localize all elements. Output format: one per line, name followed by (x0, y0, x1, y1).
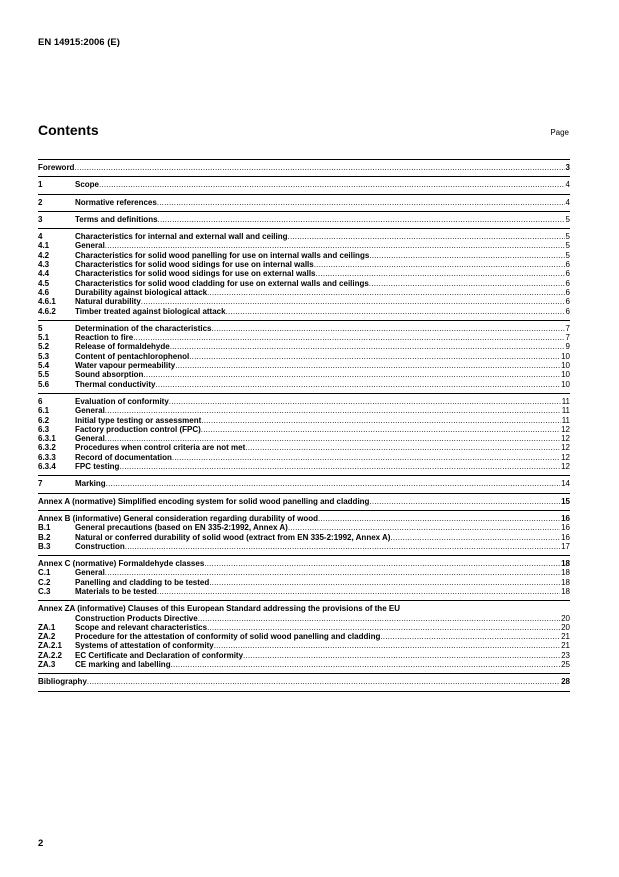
toc-entry-page: 16 (561, 532, 570, 542)
toc-leader-dots (125, 542, 560, 551)
toc-group (38, 393, 570, 475)
toc-entry-page: 12 (561, 443, 570, 453)
toc-entry-number: 6.3.2 (38, 443, 56, 453)
toc-leader-dots (133, 333, 564, 342)
toc-entry-title: Characteristics for solid wood sidings for use on internal walls (75, 260, 314, 270)
toc-entry-page: 10 (561, 361, 570, 371)
toc-entry[interactable] (38, 462, 570, 471)
toc-entry-page: 15 (561, 496, 570, 506)
toc-entry-page: 23 (561, 650, 570, 660)
toc-entry-title: Annex C (normative) Formaldehyde classes (38, 559, 205, 569)
toc-entry-number: 5.2 (38, 342, 50, 352)
toc-leader-dots (207, 623, 560, 632)
toc-leader-dots (226, 307, 565, 316)
toc-group (38, 493, 570, 510)
toc-entry-title: Evaluation of conformity (75, 396, 169, 406)
toc-entry[interactable] (38, 443, 570, 452)
toc-entry-page: 12 (561, 424, 570, 434)
toc-group (38, 510, 570, 555)
toc-entry-number: ZA.2 (38, 632, 56, 642)
toc-leader-dots (175, 361, 560, 370)
toc-entry-page: 10 (561, 351, 570, 361)
toc-entry[interactable] (38, 587, 570, 596)
toc-entry[interactable] (38, 641, 570, 650)
toc-entry-page: 10 (561, 370, 570, 380)
toc-entry-page: 5 (565, 214, 570, 224)
toc-entry[interactable] (38, 651, 570, 660)
toc-entry[interactable] (38, 416, 570, 425)
toc-entry-page: 11 (561, 415, 570, 425)
toc-entry-page: 14 (561, 479, 570, 489)
toc-leader-dots (201, 425, 560, 434)
toc-entry-title: Procedures when control criteria are not met (75, 443, 246, 453)
toc-entry-number: 4 (38, 232, 43, 242)
toc-leader-dots (207, 288, 565, 297)
toc-entry-page: 12 (561, 462, 570, 472)
toc-entry-number: 6.3 (38, 424, 50, 434)
toc-entry-number: 5 (38, 323, 43, 333)
toc-entry-title: Construction Products Directive (75, 613, 198, 623)
toc-leader-dots (105, 406, 561, 415)
page-column-label: Page (550, 128, 569, 137)
toc-leader-dots (105, 434, 560, 443)
toc-leader-dots (316, 269, 565, 278)
toc-leader-dots (201, 416, 560, 425)
toc-entry-page: 21 (561, 632, 570, 642)
toc-entry-title: Water vapour permeability (75, 361, 176, 371)
toc-entry-number: ZA.2.2 (38, 650, 63, 660)
toc-entry-title: Durability against biological attack (75, 287, 208, 297)
toc-entry-page: 28 (561, 677, 570, 687)
toc-entry-number: ZA.1 (38, 622, 56, 632)
toc-entry-number: 6 (38, 396, 43, 406)
toc-entry-number: 4.5 (38, 278, 50, 288)
toc-entry[interactable] (38, 533, 570, 542)
toc-entry[interactable] (38, 479, 570, 488)
toc-group (38, 228, 570, 320)
toc-entry-title: Procedure for the attestation of conformity of solid wood panelling and cladding (75, 632, 381, 642)
toc-entry[interactable] (38, 406, 570, 415)
toc-leader-dots (198, 614, 560, 623)
toc-entry[interactable] (38, 542, 570, 551)
toc-leader-dots (318, 514, 560, 523)
toc-entry-title: General (75, 241, 105, 251)
toc-leader-dots (143, 370, 560, 379)
toc-entry-title: General (75, 568, 105, 578)
toc-group (38, 475, 570, 492)
toc-entry-title: Terms and definitions (75, 214, 158, 224)
toc-group (38, 673, 570, 690)
toc-entry-number: 6.3.1 (38, 434, 56, 444)
toc-entry-number: 1 (38, 180, 43, 190)
toc-entry-page: 18 (561, 559, 570, 569)
toc-leader-dots (171, 660, 561, 669)
toc-entry[interactable] (38, 232, 570, 241)
toc-leader-dots (157, 198, 565, 207)
toc-entry-number: ZA.2.1 (38, 641, 63, 651)
toc-entry[interactable] (38, 361, 570, 370)
toc-entry-title: Natural durability (75, 297, 141, 307)
toc-entry-number: B.2 (38, 532, 51, 542)
toc-group (38, 194, 570, 211)
toc-entry-page: 9 (565, 342, 570, 352)
toc-leader-dots (390, 533, 560, 542)
toc-entry-title: CE marking and labelling (75, 660, 171, 670)
toc-entry[interactable] (38, 434, 570, 443)
toc-entry-number: 6.3.4 (38, 462, 56, 472)
toc-entry-page: 12 (561, 452, 570, 462)
toc-entry-page: 3 (565, 163, 570, 172)
toc-entry-page: 20 (561, 613, 570, 623)
toc-entry-title: Annex B (informative) General consideration regarding durability of wood (38, 513, 319, 523)
toc-entry-number: C.3 (38, 586, 51, 596)
toc-entry-title: Sound absorption (75, 370, 144, 380)
toc-group (38, 600, 570, 673)
toc-entry[interactable] (38, 523, 570, 532)
toc-entry-page: 6 (565, 260, 570, 270)
toc-leader-dots (119, 462, 560, 471)
toc-entry-page: 5 (565, 250, 570, 260)
toc-entry-number: 4.6.1 (38, 297, 56, 307)
toc-entry[interactable] (38, 215, 570, 224)
toc-entry-page: 12 (561, 434, 570, 444)
toc-entry-title: Release of formaldehyde (75, 342, 170, 352)
toc-entry[interactable] (38, 514, 570, 523)
toc-entry[interactable] (38, 604, 570, 613)
toc-leader-dots (189, 352, 560, 361)
toc-entry-page: 25 (561, 660, 570, 670)
toc-entry-page: 17 (561, 541, 570, 551)
toc-entry-title: Materials to be tested (75, 586, 157, 596)
toc-entry-page: 20 (561, 622, 570, 632)
toc-entry-number: 6.3.3 (38, 452, 56, 462)
toc-entry-number: ZA.3 (38, 660, 56, 670)
toc-entry-number: 3 (38, 214, 43, 224)
toc-entry-page: 16 (561, 513, 570, 523)
toc-leader-dots (243, 651, 560, 660)
toc-leader-dots (214, 641, 560, 650)
toc-entry[interactable] (38, 163, 570, 172)
toc-entry[interactable] (38, 559, 570, 568)
toc-entry-title: Record of documentation (75, 452, 172, 462)
toc-entry[interactable] (38, 241, 570, 250)
toc-group (38, 211, 570, 228)
toc-entry[interactable] (38, 614, 570, 623)
toc-entry[interactable] (38, 260, 570, 269)
toc-entry-title: General (75, 406, 105, 416)
toc-group (38, 176, 570, 193)
toc-entry-page: 11 (561, 396, 570, 406)
toc-leader-dots (105, 568, 560, 577)
toc-entry[interactable] (38, 198, 570, 207)
toc-entry[interactable] (38, 333, 570, 342)
toc-leader-dots (204, 559, 560, 568)
toc-entry-title: Panelling and cladding to be tested (75, 577, 210, 587)
toc-entry-number: 5.5 (38, 370, 50, 380)
toc-entry-title: Characteristics for internal and external wall and ceiling (75, 232, 288, 242)
toc-entry-title: Factory production control (FPC) (75, 424, 201, 434)
toc-entry[interactable] (38, 568, 570, 577)
toc-entry-number: 6.1 (38, 406, 50, 416)
toc-entry-number: 4.3 (38, 260, 50, 270)
toc-leader-dots (172, 453, 560, 462)
toc-leader-dots (99, 180, 565, 189)
toc-entry-title: General (75, 434, 105, 444)
toc-entry-title: Determination of the characteristics (75, 323, 212, 333)
toc-entry-page: 18 (561, 568, 570, 578)
toc-entry-title: Annex ZA (informative) Clauses of this European Standard addressing the provisions of the EU (38, 604, 400, 614)
toc-leader-dots (369, 497, 560, 506)
toc-entry-number: 4.4 (38, 269, 50, 279)
toc-leader-dots (169, 397, 561, 406)
toc-entry[interactable] (38, 397, 570, 406)
toc-entry-title: Construction (75, 541, 125, 551)
toc-entry-number: 5.3 (38, 351, 50, 361)
toc-entry-title: Annex A (normative) Simplified encoding system for solid wood panelling and cladding (38, 496, 370, 506)
toc-leader-dots (209, 578, 560, 587)
toc-leader-dots (74, 163, 564, 172)
toc-entry[interactable] (38, 578, 570, 587)
toc-entry-title: General precautions (based on EN 335-2:1992, Annex A) (75, 523, 288, 533)
toc-entry-title: Natural or conferred durability of solid wood (extract from EN 335-2:1992, Annex A) (75, 532, 391, 542)
toc-entry-page: 6 (565, 269, 570, 279)
toc-entry[interactable] (38, 279, 570, 288)
toc-entry-page: 18 (561, 577, 570, 587)
toc-entry-title: Bibliography (38, 677, 87, 687)
toc-entry-page: 5 (565, 241, 570, 251)
toc-entry[interactable] (38, 180, 570, 189)
toc-entries (38, 159, 570, 692)
toc-entry[interactable] (38, 623, 570, 632)
toc-entry-title: Foreword (38, 163, 75, 172)
toc-group (38, 555, 570, 600)
toc-entry[interactable] (38, 251, 570, 260)
toc-leader-dots (87, 677, 560, 686)
toc-group (38, 320, 570, 393)
toc-entry-page: 6 (565, 306, 570, 316)
toc-entry[interactable] (38, 453, 570, 462)
toc-entry-title: Thermal conductivity (75, 379, 156, 389)
toc-entry-number: 5.4 (38, 361, 50, 371)
toc-entry[interactable] (38, 425, 570, 434)
toc-leader-dots (155, 380, 560, 389)
toc-entry[interactable] (38, 352, 570, 361)
toc-entry-page: 11 (561, 406, 570, 416)
toc-leader-dots (245, 443, 560, 452)
page-number: 2 (38, 838, 44, 849)
toc-entry-page: 16 (561, 523, 570, 533)
toc-entry-number: C.2 (38, 577, 51, 587)
toc-entry-page: 4 (565, 180, 570, 190)
toc-entry[interactable] (38, 677, 570, 686)
toc-leader-dots (105, 241, 565, 250)
toc-entry-title: FPC testing (75, 462, 120, 472)
toc-entry[interactable] (38, 288, 570, 297)
toc-entry-title: Initial type testing or assessment (75, 415, 202, 425)
toc-entry-number: 2 (38, 197, 43, 207)
toc-entry-number: 5.6 (38, 379, 50, 389)
toc-entry-title: Scope (75, 180, 100, 190)
toc-entry-title: Scope and relevant characteristics (75, 622, 208, 632)
toc-entry-page: 7 (565, 323, 570, 333)
toc-leader-dots (369, 279, 565, 288)
toc-entry-number: 6.2 (38, 415, 50, 425)
toc-entry[interactable] (38, 342, 570, 351)
document-header: EN 14915:2006 (E) (38, 37, 120, 48)
toc-leader-dots (141, 297, 565, 306)
toc-entry-number: 4.6 (38, 287, 50, 297)
toc-entry-page: 6 (565, 297, 570, 307)
toc-leader-dots (106, 479, 560, 488)
toc-entry-number: 4.1 (38, 241, 50, 251)
toc-leader-dots (314, 260, 565, 269)
toc-entry-number: B.1 (38, 523, 51, 533)
toc-entry-page: 10 (561, 379, 570, 389)
toc-entry-number: B.3 (38, 541, 51, 551)
toc-entry[interactable] (38, 269, 570, 278)
toc-entry-title: Characteristics for solid wood panelling for use on internal walls and ceilings (75, 250, 370, 260)
toc-entry-number: 4.2 (38, 250, 50, 260)
toc-entry[interactable] (38, 497, 570, 506)
toc-entry-title: EC Certificate and Declaration of conformity (75, 650, 244, 660)
toc-entry[interactable] (38, 324, 570, 333)
toc-leader-dots (158, 215, 565, 224)
toc-leader-dots (211, 324, 564, 333)
toc-entry-title: Marking (75, 479, 106, 489)
toc-entry-page: 7 (565, 333, 570, 343)
toc-entry[interactable] (38, 380, 570, 389)
toc-entry-page: 18 (561, 586, 570, 596)
toc-entry-page: 6 (565, 278, 570, 288)
toc-entry-number: 5.1 (38, 333, 50, 343)
toc-entry-page: 5 (565, 232, 570, 242)
toc-entry-page: 6 (565, 287, 570, 297)
toc-entry-title: Characteristics for solid wood cladding for use on external walls and ceilings (75, 278, 369, 288)
toc-leader-dots (170, 342, 565, 351)
toc-leader-dots (369, 251, 564, 260)
toc-entry-number: 4.6.2 (38, 306, 56, 316)
toc-leader-dots (288, 523, 560, 532)
toc-entry[interactable] (38, 370, 570, 379)
toc-entry-number: 7 (38, 479, 43, 489)
toc-leader-dots (288, 232, 565, 241)
toc-entry-page: 21 (561, 641, 570, 651)
toc-entry[interactable] (38, 307, 570, 316)
toc-entry[interactable] (38, 660, 570, 669)
toc-entry[interactable] (38, 632, 570, 641)
toc-leader-dots (157, 587, 560, 596)
toc-entry-title: Reaction to fire (75, 333, 134, 343)
table-of-contents (38, 159, 570, 692)
toc-entry-title: Content of pentachlorophenol (75, 351, 190, 361)
toc-entry-title: Characteristics for solid wood sidings for use on external walls (75, 269, 316, 279)
toc-entry[interactable] (38, 297, 570, 306)
toc-entry-title: Timber treated against biological attack (75, 306, 226, 316)
toc-entry-title: Systems of attestation of conformity (75, 641, 214, 651)
page-title: Contents (38, 122, 99, 138)
toc-leader-dots (380, 632, 560, 641)
toc-group (38, 160, 570, 176)
toc-entry-page: 4 (565, 197, 570, 207)
toc-entry-number: C.1 (38, 568, 51, 578)
toc-entry-title: Normative references (75, 197, 157, 207)
